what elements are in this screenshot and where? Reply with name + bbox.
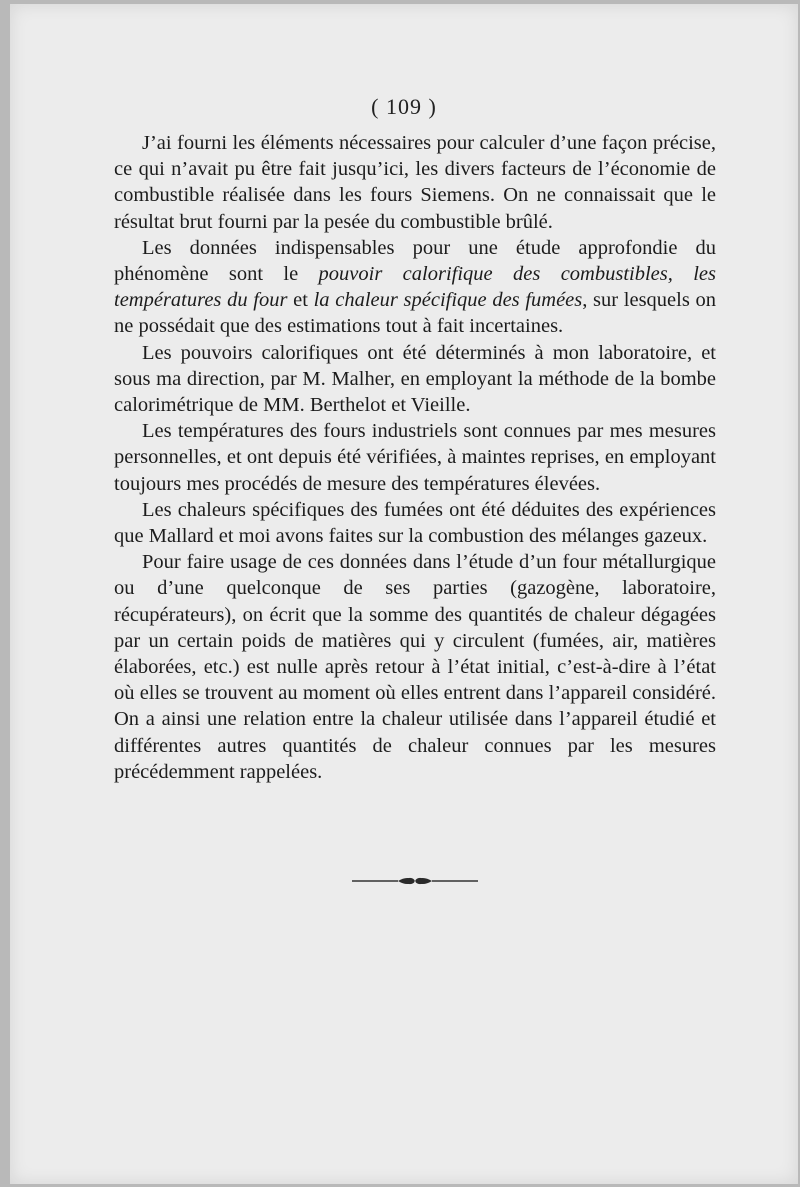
paragraph <box>114 340 716 419</box>
paragraph <box>114 418 716 497</box>
decorative-rule-icon <box>350 872 480 890</box>
paragraph <box>114 549 716 785</box>
text-run: Les chaleurs spécifiques des fumées ont été déduites des expériences que Mallard et moi avons faites sur la combustion des mélanges gazeux. <box>114 498 716 548</box>
italic-text: la chaleur spécifique des fumées <box>313 289 583 312</box>
text-run: et <box>287 289 314 312</box>
page-number: ( 109 ) <box>371 94 437 119</box>
paragraph <box>114 497 716 549</box>
text-run: , sur lesquels on ne possédait que des estimations tout à fait incertaines. <box>114 289 717 338</box>
text-run: Pour faire usage de ces données dans l’étude d’un four métallurgique ou d’une quelconque de ses parties (gazogène, laboratoire, récupérateurs), on écrit que la somme des quantités de chaleur dégagées par un certain poids de matières qui y circulent (fumées, air, matières élaborées, etc.) est nulle après retour à l’état initial, c’est-à-dire à l’état où elles se trouvent au moment où elles entrent dans l’appareil considéré. On a ainsi une relation entre la chaleur utilisée dans l’appareil étudié et différentes autres quantités de chaleur connues par les mesures précédemment rappelées. <box>114 551 716 783</box>
paragraph <box>114 235 716 340</box>
book-page <box>10 4 798 1184</box>
text-run: Les températures des fours industriels sont connues par mes mesures personnelles, et ont depuis été vérifiées, à maintes reprises, en employant toujours mes procédés de mesure des températures élevées. <box>114 420 716 495</box>
paragraph <box>114 130 716 235</box>
text-run: J’ai fourni les éléments nécessaires pour calculer d’une façon précise, ce qui n’avait pu être fait jusqu’ici, les divers facteurs de l’économie de combustible réalisée dans les fours Siemens. On ne connaissait que le résultat brut fourni par la pesée du combustible brûlé. <box>114 132 716 233</box>
italic-text: pouvoir calorifique des combustibles, les températures du four <box>114 263 716 312</box>
text-run: Les pouvoirs calorifiques ont été déterminés à mon laboratoire, et sous ma direction, par M. Malher, en employant la méthode de la bombe calorimétrique de MM. Berthelot et Vieille. <box>114 341 716 417</box>
text-run: Les données indispensables pour une étude approfondie du phénomène sont le <box>114 236 716 286</box>
body-text <box>114 130 716 785</box>
